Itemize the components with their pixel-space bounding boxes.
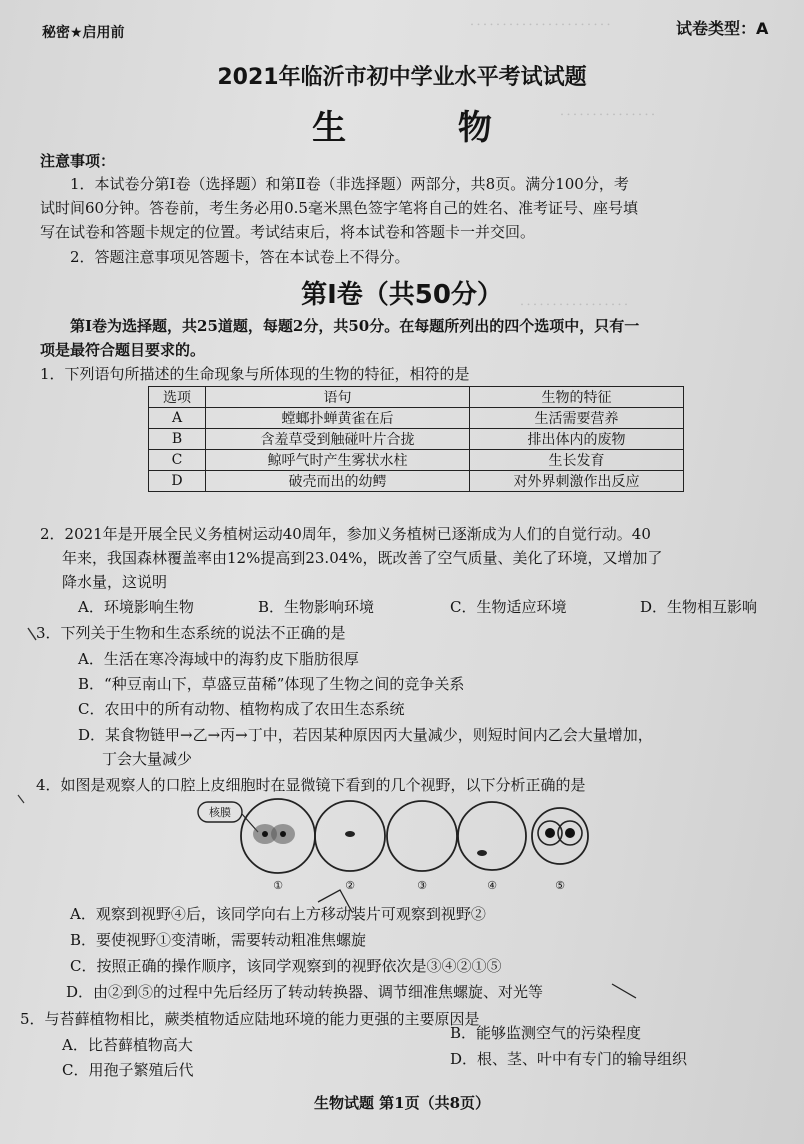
view-label-3: ③ <box>417 879 427 892</box>
q4-option-a: A．观察到视野④后，该同学向右上方移动装片可观察到视野② <box>70 905 486 923</box>
q3-option-d-line-1: D．某食物链甲→乙→丙→丁中，若因某种原因丙大量减少，则短时间内乙会大量增加， <box>78 726 653 744</box>
section-intro-line-2: 项是最符合题目要求的。 <box>40 341 206 359</box>
subject-title: 生 物 <box>312 108 542 148</box>
view-label-4: ④ <box>487 879 497 892</box>
figure-label: 核膜 <box>209 806 231 819</box>
q2-option-b: B．生物影响环境 <box>258 598 375 616</box>
notice-item-2: 2．答题注意事项见答题卡，答在本试卷上不得分。 <box>70 248 410 266</box>
q3-option-a: A．生活在寒冷海域中的海豹皮下脂肪很厚 <box>78 650 359 668</box>
q3-option-b: B．“种豆南山下，草盛豆苗稀”体现了生物之间的竞争关系 <box>78 675 465 693</box>
q4-option-d: D．由②到⑤的过程中先后经历了转动转换器、调节细准焦螺旋、对光等 <box>66 983 544 1001</box>
table-cell: 生活需要营养 <box>470 408 684 429</box>
bleed-through-text: ．．．．．．．．．．．．．．． <box>560 104 665 119</box>
pen-mark <box>28 628 36 640</box>
table-cell: 破壳而出的幼鳄 <box>206 471 470 492</box>
notice-item-1-line-2: 试时间60分钟。答卷前，考生务必用0.5毫米黑色签字笔将自己的姓名、准考证号、座号填 <box>40 199 638 217</box>
view-label-2: ② <box>345 879 355 892</box>
secret-tag: 秘密★启用前 <box>42 25 125 41</box>
notice-item-1-line-3: 写在试卷和答题卡规定的位置。考试结束后，将本试卷和答题卡一并交回。 <box>40 223 536 241</box>
q1-stem: 1．下列语句所描述的生命现象与所体现的生物的特征，相符的是 <box>40 365 470 383</box>
section-title: 第Ⅰ卷（共50分） <box>301 280 503 310</box>
notice-heading: 注意事项： <box>40 152 116 170</box>
q5-option-d: D．根、茎、叶中有专门的输导组织 <box>450 1050 688 1068</box>
table-cell: 对外界刺激作出反应 <box>470 471 684 492</box>
section-intro-line-1: 第Ⅰ卷为选择题，共25道题，每题2分，共50分。在每题所列出的四个选项中，只有一 <box>70 317 640 335</box>
table-header-cell: 选项 <box>149 387 206 408</box>
q4-option-b: B．要使视野①变清晰，需要转动粗准焦螺旋 <box>70 931 367 949</box>
exam-title: 2021年临沂市初中学业水平考试试题 <box>217 65 587 90</box>
q3-stem: 3．下列关于生物和生态系统的说法不正确的是 <box>36 624 346 642</box>
view-label-1: ① <box>273 879 283 892</box>
q2-stem-line-1: 2．2021年是开展全民义务植树运动40周年，参加义务植树已逐渐成为人们的自觉行动。40 <box>40 525 651 543</box>
q2-option-d: D．生物相互影响 <box>640 598 758 616</box>
q3-option-c: C．农田中的所有动物、植物构成了农田生态系统 <box>78 700 405 718</box>
table-cell: 含羞草受到触碰叶片合拢 <box>206 429 470 450</box>
q4-option-c: C．按照正确的操作顺序，该同学观察到的视野依次是③④②①⑤ <box>70 957 502 975</box>
bleed-through-text: ．．．．．．．．．．．．．．．．． <box>520 294 638 309</box>
pen-mark <box>318 890 352 912</box>
q4-stem: 4．如图是观察人的口腔上皮细胞时在显微镜下看到的几个视野，以下分析正确的是 <box>36 776 586 794</box>
q2-option-a: A．环境影响生物 <box>78 598 194 616</box>
q2-option-c: C．生物适应环境 <box>450 598 567 616</box>
view-label-5: ⑤ <box>555 879 565 892</box>
table-cell: A <box>149 408 206 429</box>
notice-item-1-line-1: 1．本试卷分第Ⅰ卷（选择题）和第Ⅱ卷（非选择题）两部分，共8页。满分100分，考 <box>70 175 629 193</box>
q5-stem: 5．与苔藓植物相比，蕨类植物适应陆地环境的能力更强的主要原因是 <box>20 1010 480 1028</box>
q5-option-b: B．能够监测空气的污染程度 <box>450 1024 642 1042</box>
table-header-cell: 生物的特征 <box>470 387 684 408</box>
pen-mark <box>612 984 636 998</box>
paper-type: 试卷类型：A <box>676 19 769 38</box>
table-cell: B <box>149 429 206 450</box>
q3-option-d-line-2: 丁会大量减少 <box>102 750 193 768</box>
table-header-cell: 语句 <box>206 387 470 408</box>
q5-option-a: A．比苔藓植物高大 <box>62 1036 193 1054</box>
page-footer: 生物试题 第1页（共8页） <box>313 1094 491 1112</box>
bleed-through-text: ．．．．．．．．．．．．．．．．．．．．．． <box>470 14 620 29</box>
table-cell: 螳螂扑蝉黄雀在后 <box>206 408 470 429</box>
pen-mark <box>18 795 24 803</box>
q5-option-c: C．用孢子繁殖后代 <box>62 1061 194 1079</box>
q2-stem-line-2: 年来，我国森林覆盖率由12%提高到23.04%，既改善了空气质量、美化了环境，又增加了 <box>62 549 663 567</box>
q2-stem-line-3: 降水量，这说明 <box>62 573 168 591</box>
table-cell: 排出体内的废物 <box>470 429 684 450</box>
table-cell: D <box>149 471 206 492</box>
table-cell: C <box>149 450 206 471</box>
table-cell: 生长发育 <box>470 450 684 471</box>
table-cell: 鲸呼气时产生雾状水柱 <box>206 450 470 471</box>
